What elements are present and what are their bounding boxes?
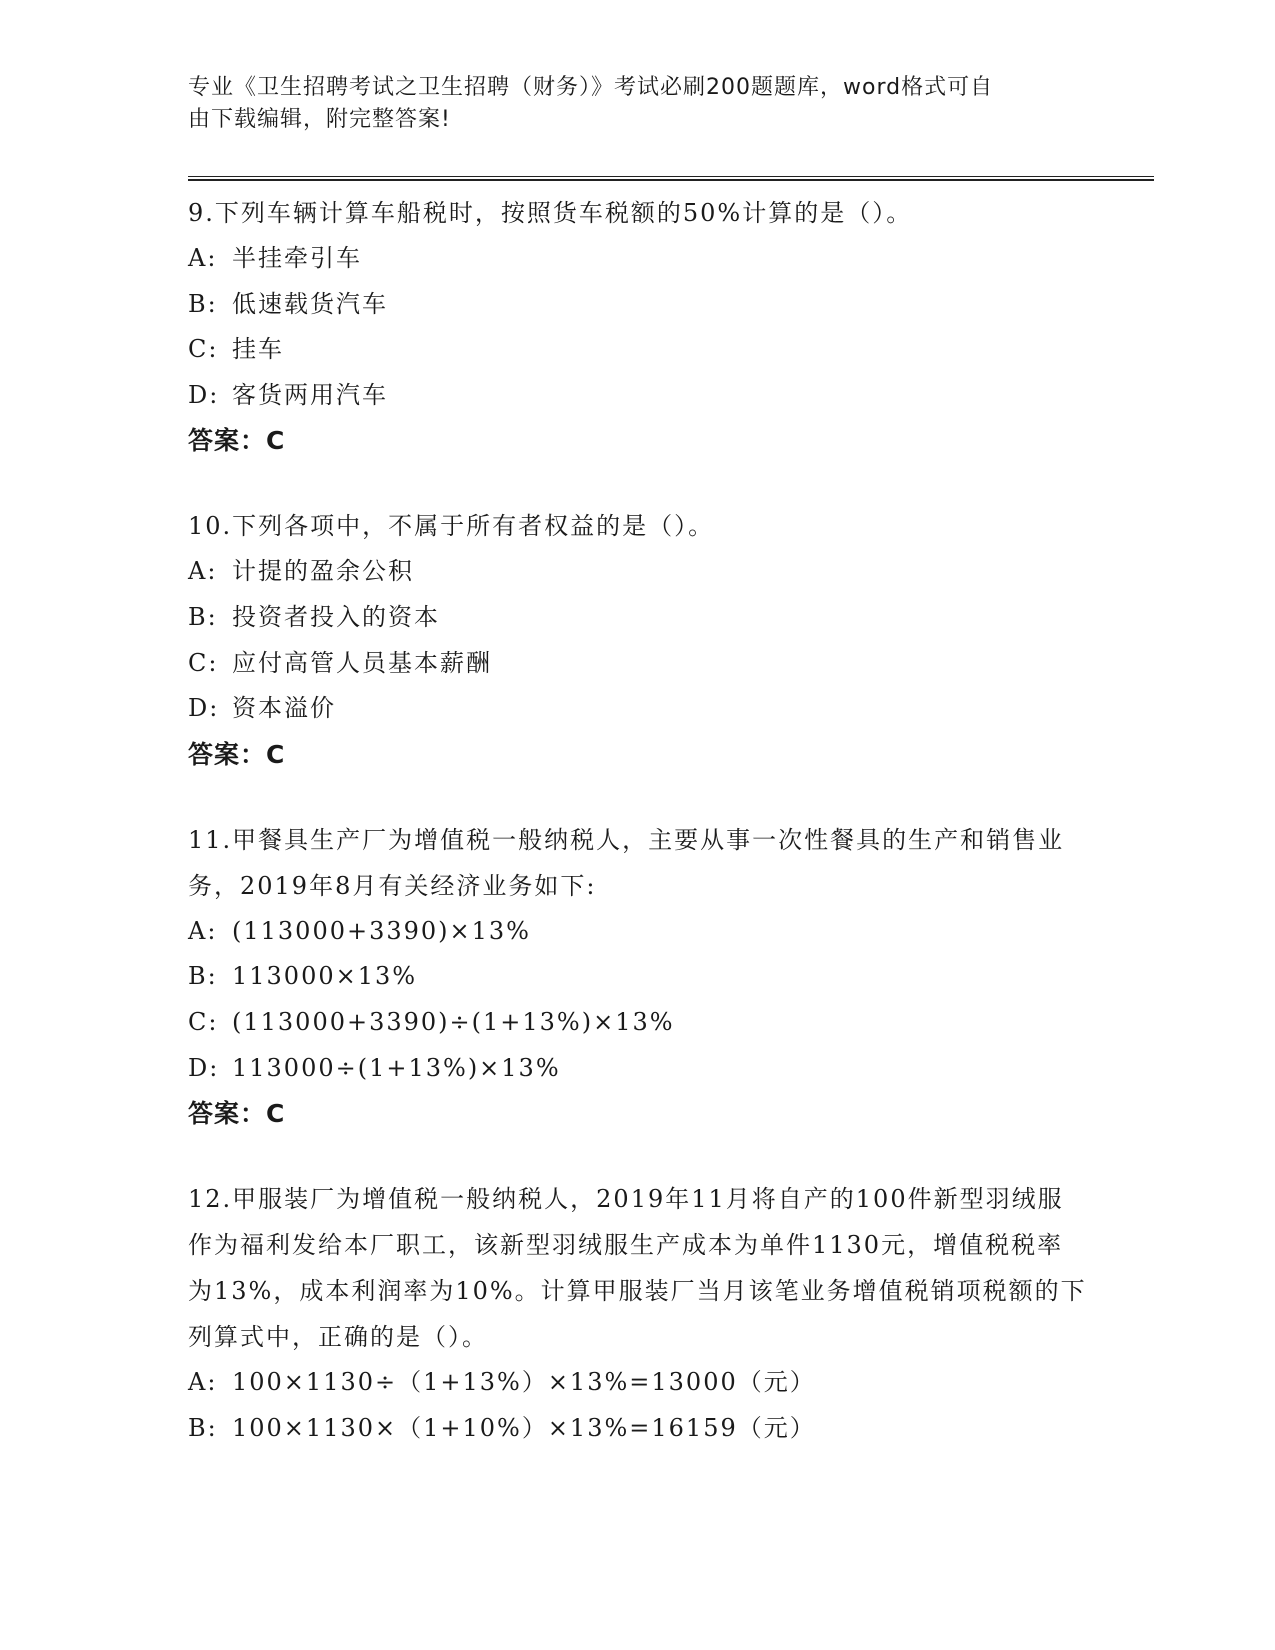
option-text: 100×1130×（1+10%）×13%=16159（元） xyxy=(232,1413,816,1442)
question-stem: 10.下列各项中，不属于所有者权益的是（）。 xyxy=(188,512,715,541)
option-letter: C: xyxy=(188,648,219,677)
option-letter: D: xyxy=(188,380,220,409)
option-letter: B: xyxy=(188,289,218,318)
option-b xyxy=(188,595,1088,641)
question-stem: 12.甲服装厂为增值税一般纳税人，2019年11月将自产的100件新型羽绒服作为福利发给本厂职工，该新型羽绒服生产成本为单件1130元，增值税税率为13%，成本利润率为10%。计算甲服装厂当月该笔业务增值税销项税额的下列算式中，正确的是（）。 xyxy=(188,1185,1087,1352)
option-text: 应付高管人员基本薪酬 xyxy=(232,648,492,677)
option-letter: B: xyxy=(188,962,218,991)
answer-label: 答案：C xyxy=(188,1099,286,1129)
option-d xyxy=(188,1046,1088,1092)
option-letter: A: xyxy=(188,1368,218,1397)
option-letter: B: xyxy=(188,602,218,631)
option-text: (113000+3390)÷(1+13%)×13% xyxy=(232,1007,675,1036)
option-text: 计提的盈余公积 xyxy=(232,557,414,586)
option-c xyxy=(188,641,1088,687)
option-letter: C: xyxy=(188,1007,219,1036)
question-stem: 9.下列车辆计算车船税时，按照货车税额的50%计算的是（）。 xyxy=(188,199,913,227)
option-d xyxy=(188,373,1088,419)
option-letter: D: xyxy=(188,1053,220,1082)
option-text: (113000+3390)×13% xyxy=(232,916,531,945)
header-line-2: 由下载编辑，附完整答案! xyxy=(188,107,451,132)
option-text: 投资者投入的资本 xyxy=(232,602,440,631)
option-b xyxy=(188,282,1088,328)
option-letter: B: xyxy=(188,1413,218,1442)
option-text: 113000×13% xyxy=(232,962,418,991)
option-text: 客货两用汽车 xyxy=(232,380,388,409)
option-c xyxy=(188,1000,1088,1046)
option-c xyxy=(188,327,1088,373)
option-text: 半挂牵引车 xyxy=(232,244,362,272)
answer-label: 答案：C xyxy=(188,426,286,456)
question-10 xyxy=(188,503,1088,776)
option-a xyxy=(188,549,1088,595)
option-letter: A: xyxy=(188,244,218,272)
option-letter: C: xyxy=(188,335,219,364)
option-text: 113000÷(1+13%)×13% xyxy=(232,1053,561,1082)
option-letter: A: xyxy=(188,557,218,586)
page-header xyxy=(188,72,1068,136)
question-list xyxy=(188,190,1088,1491)
question-9 xyxy=(188,190,1088,463)
option-a xyxy=(188,236,1088,282)
option-d xyxy=(188,686,1088,732)
header-divider xyxy=(188,176,1154,181)
option-text: 挂车 xyxy=(232,335,284,364)
option-text: 资本溢价 xyxy=(232,694,336,723)
option-b xyxy=(188,954,1088,1000)
question-12 xyxy=(188,1176,1088,1451)
option-b xyxy=(188,1406,1088,1452)
option-text: 100×1130÷（1+13%）×13%=13000（元） xyxy=(232,1368,816,1397)
option-a xyxy=(188,909,1088,955)
question-stem: 11.甲餐具生产厂为增值税一般纳税人，主要从事一次性餐具的生产和销售业务，2019年8月有关经济业务如下: xyxy=(188,825,1065,900)
option-letter: A: xyxy=(188,916,218,945)
option-text: 低速载货汽车 xyxy=(232,289,388,318)
header-line-1: 专业《卫生招聘考试之卫生招聘（财务）》考试必刷200题题库，word格式可自 xyxy=(188,75,994,100)
option-a xyxy=(188,1360,1088,1406)
option-letter: D: xyxy=(188,694,220,723)
question-11 xyxy=(188,817,1088,1136)
answer-label: 答案：C xyxy=(188,739,286,769)
